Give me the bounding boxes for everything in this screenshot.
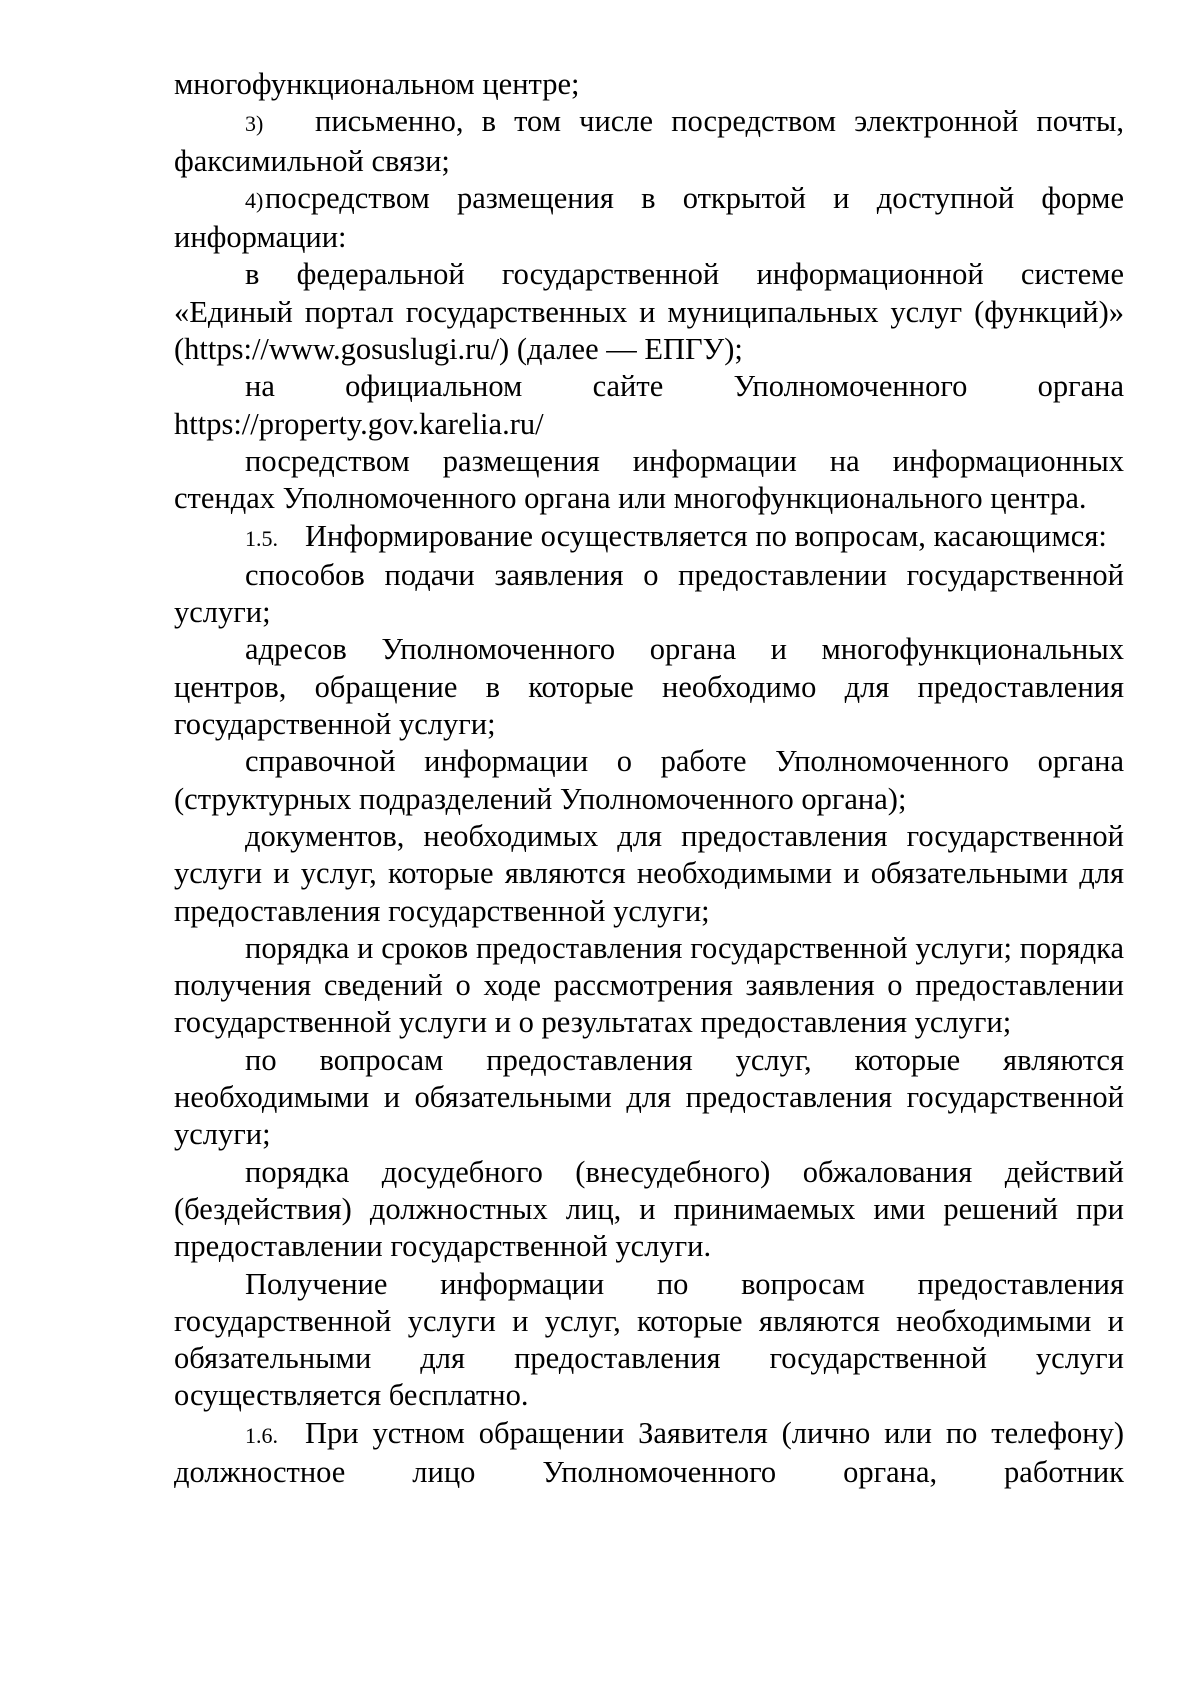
list-number: 3) xyxy=(245,111,264,137)
paragraph-necessary-services: по вопросам предоставления услуг, которые являются необходимыми и обязательными для предоставления государственной услуги; xyxy=(174,1042,1124,1152)
paragraph-official-site: на официальном сайте Уполномоченного органа https://property.gov.karelia.ru/ xyxy=(174,369,1124,441)
paragraph-epgu: в федеральной государственной информационной системе «Единый портал государственных и муниципальных услуг (функций)» (https://www.gosuslugi.ru/) (далее — ЕПГУ); xyxy=(174,257,1124,367)
paragraph-section-1-6 xyxy=(174,1415,1124,1492)
paragraph-text: письменно, в том числе посредством электронной почты, факсимильной связи; xyxy=(174,104,1124,178)
paragraph-info-stands: посредством размещения информации на информационных стендах Уполномоченного органа или многофункционального центра. xyxy=(174,443,1124,516)
paragraph-mfc-centre: многофункциональном центре; xyxy=(174,67,580,101)
list-number: 4) xyxy=(245,187,264,213)
paragraph-item-4 xyxy=(174,180,1124,257)
paragraph-text: посредством размещения в открытой и доступной форме информации: xyxy=(174,180,1124,255)
paragraph-text: При устном обращении Заявителя (лично или по телефону) должностное лицо Уполномоченного органа, работник xyxy=(174,1415,1124,1489)
paragraph-reference-info: справочной информации о работе Уполномоченного органа (структурных подразделений Уполномоченного органа); xyxy=(174,744,1124,816)
document-page xyxy=(174,66,1124,1491)
paragraph-submission-methods: способов подачи заявления о предоставлении государственной услуги; xyxy=(174,557,1124,630)
paragraph-procedure-terms: порядка и сроков предоставления государственной услуги; порядка получения сведений о ходе рассмотрения заявления о предоставлении государственной услуги и о результатах предоставления услуги; xyxy=(174,930,1124,1040)
paragraph-addresses: адресов Уполномоченного органа и многофункциональных центров, обращение в которые необходимо для предоставления государственной услуги; xyxy=(174,632,1124,742)
paragraph-free-of-charge: Получение информации по вопросам предоставления государственной услуги и услуг, которые являются необходимыми и обязательными для предоставления государственной услуги осуществляется бесплатно. xyxy=(174,1266,1124,1413)
paragraph-text: Информирование осуществляется по вопросам, касающимся: xyxy=(305,518,1107,553)
paragraph-documents: документов, необходимых для предоставления государственной услуги и услуг, которые являются необходимыми и обязательными для предоставления государственной услуги; xyxy=(174,818,1124,928)
section-number: 1.6. xyxy=(245,1422,278,1448)
paragraph-section-1-5 xyxy=(174,518,1124,557)
paragraph-appeal-procedure: порядка досудебного (внесудебного) обжалования действий (бездействия) должностных лиц, и принимаемых ими решений при предоставлении государственной услуги. xyxy=(174,1154,1124,1264)
paragraph-item-3 xyxy=(174,103,1124,180)
section-number: 1.5. xyxy=(245,525,278,551)
